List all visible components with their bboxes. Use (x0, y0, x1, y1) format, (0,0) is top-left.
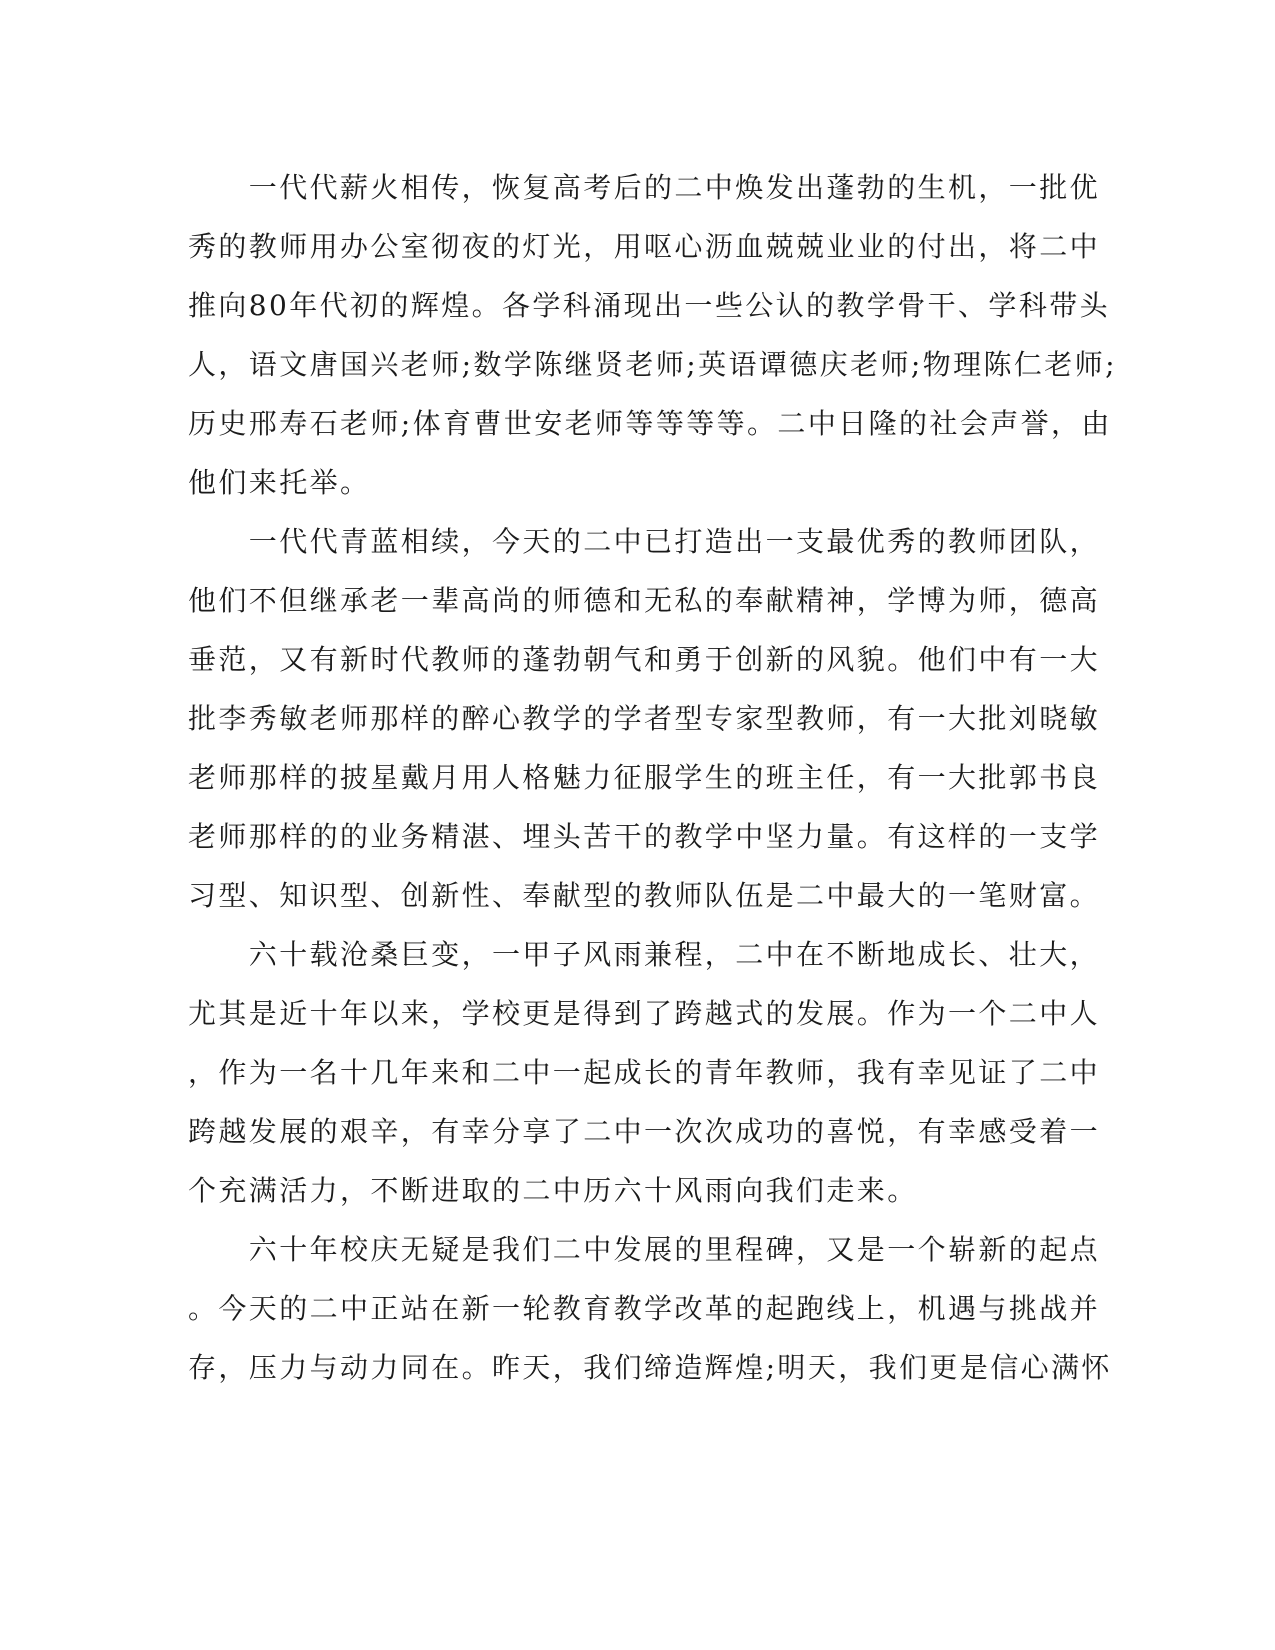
paragraph-4 (188, 1220, 1112, 1397)
text-line: 。今天的二中正站在新一轮教育教学改革的起跑线上，机遇与挑战并 (188, 1292, 1101, 1325)
text-line: 历史邢寿石老师;体育曹世安老师等等等等。二中日隆的社会声誉，由 (188, 407, 1112, 440)
text-line: 他们不但继承老一辈高尚的师德和无私的奉献精神，学博为师，德高 (188, 584, 1101, 617)
text-line: 存，压力与动力同在。昨天，我们缔造辉煌;明天，我们更是信心满怀 (188, 1351, 1112, 1384)
text-line: 他们来托举。 (188, 466, 371, 499)
text-line: 老师那样的的业务精湛、埋头苦干的教学中坚力量。有这样的一支学 (188, 820, 1101, 853)
text-line: 秀的教师用办公室彻夜的灯光，用呕心沥血兢兢业业的付出，将二中 (188, 230, 1101, 263)
text-line: 推向80年代初的辉煌。各学科涌现出一些公认的教学骨干、学科带头 (188, 289, 1111, 322)
text-line: 个充满活力，不断进取的二中历六十风雨向我们走来。 (188, 1174, 918, 1207)
text-line: 老师那样的披星戴月用人格魅力征服学生的班主任，有一大批郭书良 (188, 761, 1101, 794)
text-line: 一代代薪火相传，恢复高考后的二中焕发出蓬勃的生机，一批优 (188, 171, 1101, 204)
paragraph-3 (188, 925, 1101, 1220)
text-line: 批李秀敏老师那样的醉心教学的学者型专家型教师，有一大批刘晓敏 (188, 702, 1101, 735)
text-line: 习型、知识型、创新性、奉献型的教师队伍是二中最大的一笔财富。 (188, 879, 1101, 912)
text-line: 人，语文唐国兴老师;数学陈继贤老师;英语谭德庆老师;物理陈仁老师; (188, 348, 1117, 381)
text-line: 跨越发展的艰辛，有幸分享了二中一次次成功的喜悦，有幸感受着一 (188, 1115, 1101, 1148)
text-line: 垂范，又有新时代教师的蓬勃朝气和勇于创新的风貌。他们中有一大 (188, 643, 1101, 676)
paragraph-1 (188, 158, 1117, 512)
text-line: 尤其是近十年以来，学校更是得到了跨越式的发展。作为一个二中人 (188, 997, 1101, 1030)
text-line: 六十载沧桑巨变，一甲子风雨兼程，二中在不断地成长、壮大， (188, 938, 1101, 971)
text-line: 一代代青蓝相续，今天的二中已打造出一支最优秀的教师团队， (188, 525, 1101, 558)
text-line: 六十年校庆无疑是我们二中发展的里程碑，又是一个崭新的起点 (188, 1233, 1101, 1266)
body-text (188, 158, 1117, 1397)
text-line: ，作为一名十几年来和二中一起成长的青年教师，我有幸见证了二中 (188, 1056, 1101, 1089)
paragraph-2 (188, 512, 1101, 925)
